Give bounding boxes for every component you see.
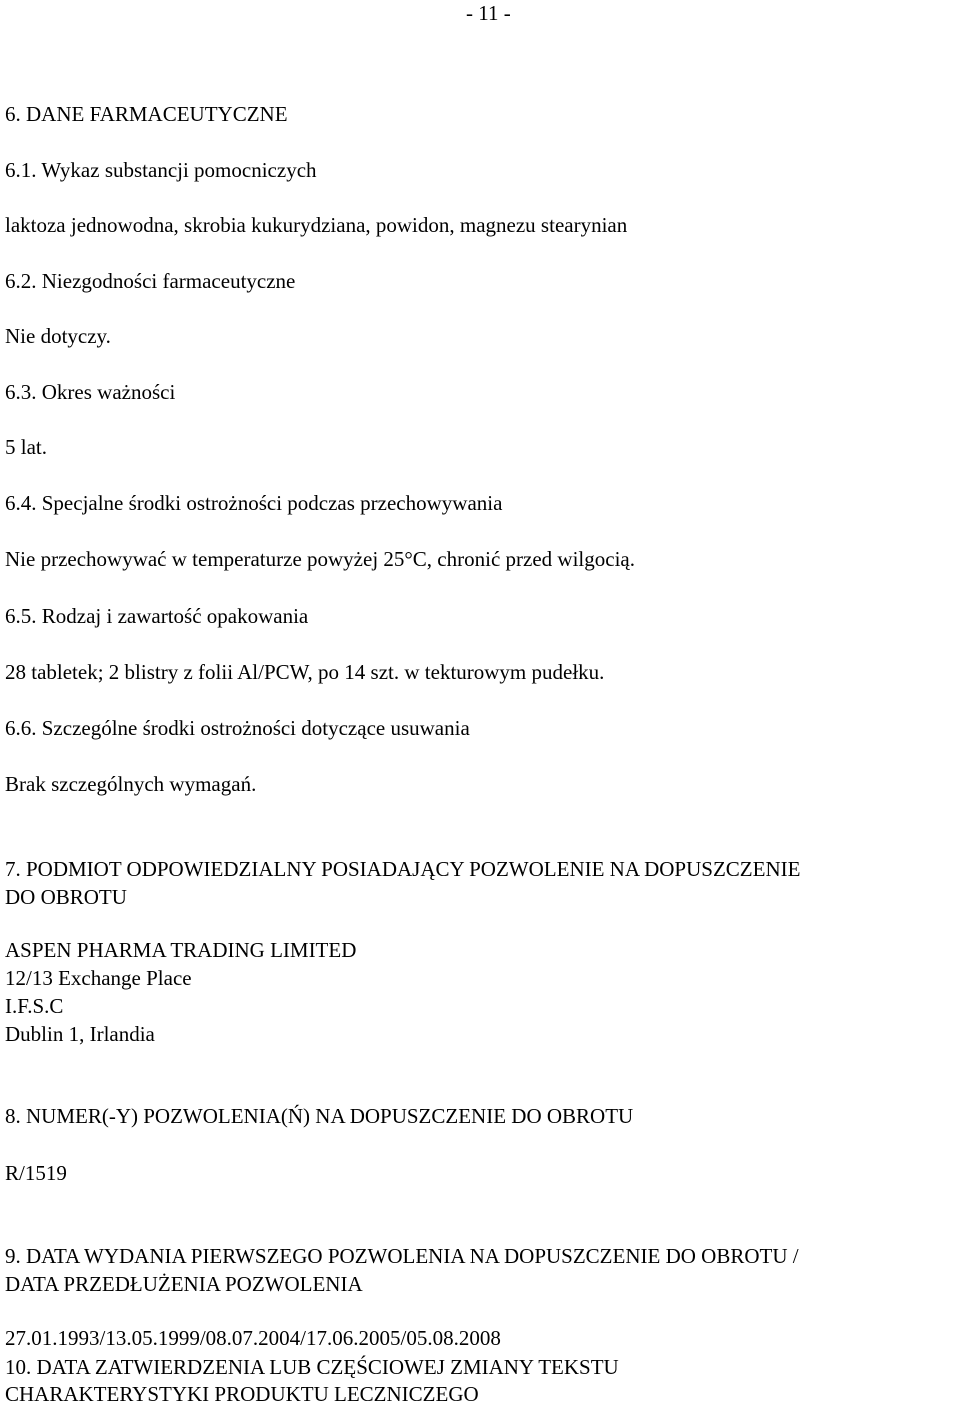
holder-name: ASPEN PHARMA TRADING LIMITED bbox=[5, 938, 357, 962]
holder-district: I.F.S.C bbox=[5, 994, 64, 1018]
section-6-4-title: 6.4. Specjalne środki ostrożności podczas przechowywania bbox=[5, 491, 503, 515]
section-6-5-title: 6.5. Rodzaj i zawartość opakowania bbox=[5, 604, 309, 628]
section-6-6-text: Brak szczególnych wymagań. bbox=[5, 772, 257, 796]
section-6-4-text: Nie przechowywać w temperaturze powyżej 25°C, chronić przed wilgocią. bbox=[5, 547, 635, 571]
section-6-6-title: 6.6. Szczególne środki ostrożności dotyczące usuwania bbox=[5, 716, 470, 740]
section-6-2-text: Nie dotyczy. bbox=[5, 324, 111, 348]
section-7-title-line1: 7. PODMIOT ODPOWIEDZIALNY POSIADAJĄCY POZWOLENIE NA DOPUSZCZENIE bbox=[5, 857, 801, 881]
section-6-1-text: laktoza jednowodna, skrobia kukurydziana, powidon, magnezu stearynian bbox=[5, 213, 628, 237]
holder-city: Dublin 1, Irlandia bbox=[5, 1022, 155, 1046]
section-6-3-text: 5 lat. bbox=[5, 435, 47, 459]
section-6-5-text: 28 tabletek; 2 blistry z folii Al/PCW, po 14 szt. w tekturowym pudełku. bbox=[5, 660, 605, 684]
section-6-title: 6. DANE FARMACEUTYCZNE bbox=[5, 102, 288, 126]
section-6-1-title: 6.1. Wykaz substancji pomocniczych bbox=[5, 158, 317, 182]
section-9-title-line2: DATA PRZEDŁUŻENIA POZWOLENIA bbox=[5, 1272, 363, 1296]
section-6-3-title: 6.3. Okres ważności bbox=[5, 380, 176, 404]
section-10-title-line1: 10. DATA ZATWIERDZENIA LUB CZĘŚCIOWEJ ZMIANY TEKSTU bbox=[5, 1355, 619, 1379]
section-9-title-line1: 9. DATA WYDANIA PIERWSZEGO POZWOLENIA NA DOPUSZCZENIE DO OBROTU / bbox=[5, 1244, 799, 1268]
holder-street: 12/13 Exchange Place bbox=[5, 966, 192, 990]
section-7-title-line2: DO OBROTU bbox=[5, 885, 127, 909]
section-6-2-title: 6.2. Niezgodności farmaceutyczne bbox=[5, 269, 296, 293]
section-8-title: 8. NUMER(-Y) POZWOLENIA(Ń) NA DOPUSZCZENIE DO OBROTU bbox=[5, 1104, 634, 1128]
section-10-title-line2: CHARAKTERYSTYKI PRODUKTU LECZNICZEGO bbox=[5, 1382, 479, 1406]
section-8-text: R/1519 bbox=[5, 1161, 67, 1185]
section-9-text: 27.01.1993/13.05.1999/08.07.2004/17.06.2005/05.08.2008 bbox=[5, 1326, 501, 1350]
page-number: - 11 - bbox=[466, 1, 511, 25]
